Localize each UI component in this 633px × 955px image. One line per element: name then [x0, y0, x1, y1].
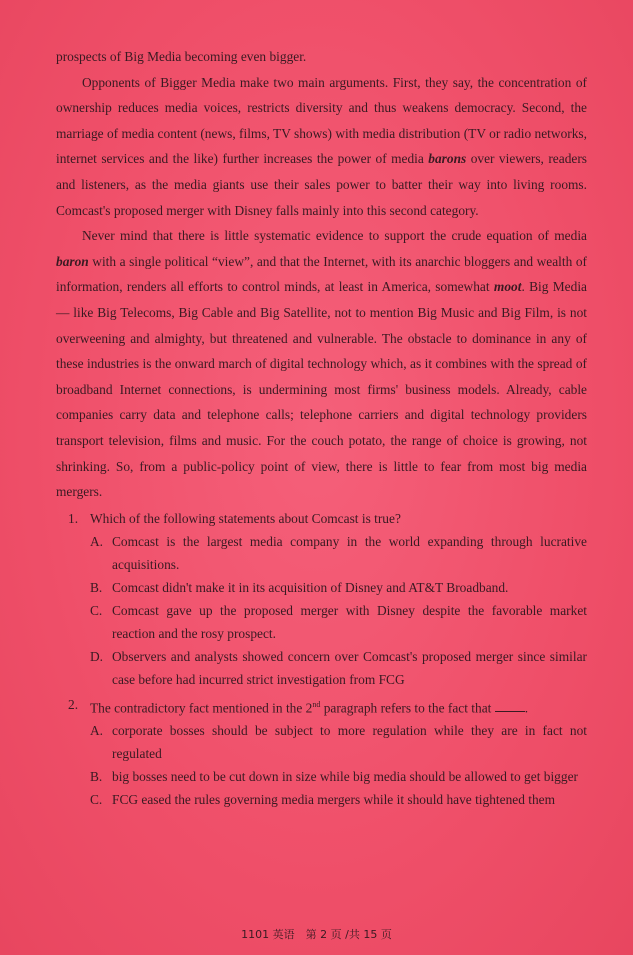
- question-2-ordinal: nd: [312, 699, 321, 709]
- paragraph-continuation: prospects of Big Media becoming even bigger.: [56, 49, 307, 64]
- question-1: [56, 507, 587, 691]
- option-letter: B.: [90, 769, 103, 785]
- p2-text-b: with a single political “view”, and that the Internet, with its anarchic bloggers and wealth of information, renders all efforts to control minds, at least in America, somewhat: [56, 253, 587, 295]
- question-1-number: 1.: [68, 510, 79, 526]
- question-2-period: .: [524, 700, 529, 716]
- question-1-option-b: [56, 576, 587, 599]
- p2-text-a: Never mind that there is little systematic evidence to support the crude equation of media: [82, 228, 587, 244]
- option-text: Comcast didn't make it in its acquisition of Disney and AT&T Broadband.: [112, 579, 509, 595]
- question-2-text-b: paragraph refers to the fact that: [320, 700, 492, 716]
- keyword-barons: barons: [428, 151, 467, 167]
- option-text: Comcast gave up the proposed merger with Disney despite the favorable market reaction and the rosy prospect.: [112, 602, 587, 641]
- question-2-option-c: [56, 788, 587, 811]
- option-letter: A.: [90, 723, 104, 739]
- question-2-number: 2.: [68, 696, 79, 712]
- question-2-text-a: The contradictory fact mentioned in the 2: [90, 700, 313, 716]
- page-footer: 1101 英语 第 2 页 /共 15 页: [241, 928, 392, 941]
- option-letter: A.: [90, 533, 104, 549]
- option-letter: C.: [90, 792, 103, 808]
- question-1-option-d: [56, 645, 587, 691]
- p1-text-a: Opponents of Bigger Media make two main arguments. First, they say, the concentration of ownership reduces media voices, restricts diversity and thus weakens democracy. Second, the marriage of media content (news, films, TV shows) with media distribution (TV or radio networks, internet services and the like) further increases the power of media: [56, 74, 587, 167]
- keyword-moot: moot: [493, 279, 522, 295]
- question-2: [56, 693, 587, 811]
- option-text: corporate bosses should be subject to more regulation while they are in fact not regulated: [112, 723, 587, 762]
- option-text: big bosses need to be cut down in size while big media should be allowed to get bigger: [112, 769, 578, 785]
- option-letter: C.: [90, 602, 103, 618]
- p1-text-b: over viewers, readers and listeners, as the media giants use their sales power to batter their way into living rooms. Comcast's proposed merger with Disney falls mainly into this second category.: [56, 151, 588, 218]
- p2-text-c: . Big Media — like Big Telecoms, Big Cable and Big Satellite, not to mention Big Music and Big Film, is not overweening and almighty, but threatened and vulnerable. The obstacle to dominance in any of these industries is the onward march of digital technology which, as it combines with the spread of broadband Internet connections, is undermining most firms' business models. Already, cable companies carry data and telephone calls; telephone carriers and digital technology providers transport television, films and music. For the couch potato, the range of choice is growing, not shrinking. So, from a public-policy point of view, there is little to fear from most big media mergers.: [56, 279, 587, 500]
- option-letter: D.: [90, 648, 104, 664]
- question-1-option-c: [56, 599, 587, 645]
- option-text: FCG eased the rules governing media mergers while it should have tightened them: [112, 792, 556, 808]
- paragraph-1: [56, 70, 587, 224]
- option-text: Comcast is the largest media company in the world expanding through lucrative acquisitions.: [112, 533, 587, 572]
- question-2-text: [90, 693, 528, 719]
- question-2-option-a: [56, 719, 587, 765]
- option-text: Observers and analysts showed concern over Comcast's proposed merger since similar case before had incurred strict investigation from FCG: [112, 648, 587, 687]
- question-2-stem: [56, 693, 587, 719]
- paragraph-2: [56, 223, 587, 505]
- answer-blank: [495, 699, 525, 712]
- question-1-option-a: [56, 530, 587, 576]
- keyword-baron: baron: [56, 253, 89, 269]
- question-2-option-b: [56, 765, 587, 788]
- question-1-stem: [56, 507, 587, 530]
- question-1-text: Which of the following statements about Comcast is true?: [90, 510, 401, 526]
- option-letter: B.: [90, 579, 103, 595]
